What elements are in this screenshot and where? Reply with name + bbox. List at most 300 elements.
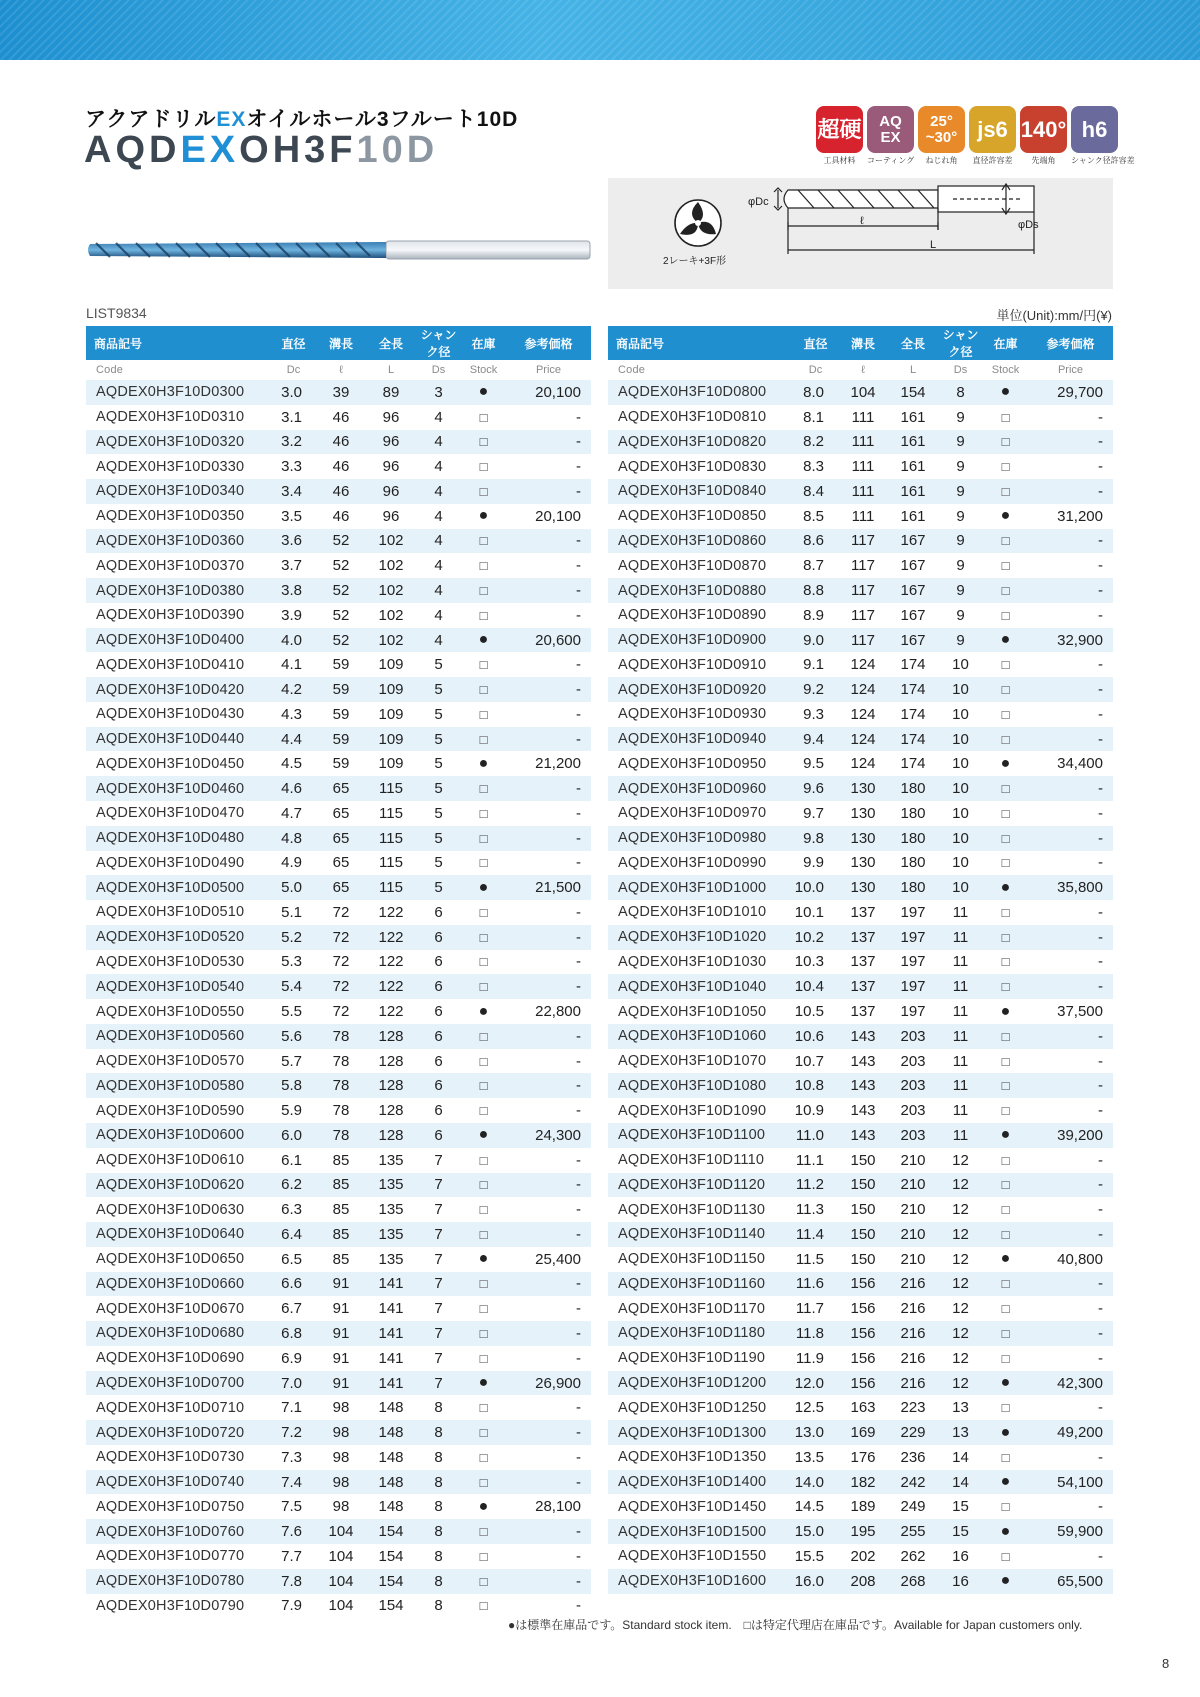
- cell-shank: 5: [416, 727, 461, 752]
- cell-price: 54,100: [1028, 1470, 1113, 1495]
- cell-stock: □: [461, 826, 506, 851]
- cell-stock: □: [461, 1098, 506, 1123]
- cell-dc: 11.8: [793, 1321, 838, 1346]
- cell-length: 210: [888, 1247, 938, 1272]
- cell-stock: □: [461, 851, 506, 876]
- table-row: [608, 1296, 1113, 1321]
- cell-dc: 6.8: [271, 1321, 316, 1346]
- table-row: [608, 1073, 1113, 1098]
- cell-price: -: [506, 727, 591, 752]
- cell-flute: 52: [316, 628, 366, 653]
- cell-flute: 85: [316, 1197, 366, 1222]
- cell-dc: 4.6: [271, 776, 316, 801]
- cell-stock: □: [461, 1073, 506, 1098]
- cell-length: 174: [888, 652, 938, 677]
- cell-flute: 143: [838, 1098, 888, 1123]
- cell-dc: 5.2: [271, 925, 316, 950]
- cell-stock: ●: [983, 751, 1028, 776]
- cell-flute: 46: [316, 430, 366, 455]
- cell-price: -: [506, 677, 591, 702]
- cell-flute: 156: [838, 1272, 888, 1297]
- cell-code: AQDEX0H3F10D1300: [608, 1420, 793, 1445]
- cell-stock: □: [461, 430, 506, 455]
- cell-dc: 11.6: [793, 1272, 838, 1297]
- cell-shank: 7: [416, 1148, 461, 1173]
- table-row: [86, 950, 591, 975]
- cell-flute: 150: [838, 1173, 888, 1198]
- cell-price: 20,100: [506, 380, 591, 405]
- cell-code: AQDEX0H3F10D0460: [86, 776, 271, 801]
- cell-length: 122: [366, 999, 416, 1024]
- cell-price: -: [506, 702, 591, 727]
- cell-shank: 10: [938, 851, 983, 876]
- cell-code: AQDEX0H3F10D0880: [608, 578, 793, 603]
- cell-length: 148: [366, 1470, 416, 1495]
- cell-dc: 5.8: [271, 1073, 316, 1098]
- cell-length: 128: [366, 1123, 416, 1148]
- cell-dc: 5.4: [271, 974, 316, 999]
- cell-price: -: [1028, 1024, 1113, 1049]
- cell-dc: 10.0: [793, 875, 838, 900]
- cell-code: AQDEX0H3F10D1020: [608, 925, 793, 950]
- cell-shank: 6: [416, 950, 461, 975]
- cell-price: -: [506, 1073, 591, 1098]
- cell-shank: 11: [938, 1024, 983, 1049]
- cell-length: 115: [366, 826, 416, 851]
- cell-code: AQDEX0H3F10D0680: [86, 1321, 271, 1346]
- cell-dc: 6.6: [271, 1272, 316, 1297]
- cell-dc: 13.5: [793, 1445, 838, 1470]
- col-shank-header: シャンク径: [416, 326, 461, 360]
- cell-dc: 15.0: [793, 1519, 838, 1544]
- table-row: [86, 751, 591, 776]
- cell-dc: 6.4: [271, 1222, 316, 1247]
- cell-stock: □: [983, 479, 1028, 504]
- table-row: [86, 1148, 591, 1173]
- cell-flute: 176: [838, 1445, 888, 1470]
- cell-shank: 6: [416, 1098, 461, 1123]
- table-row: [608, 578, 1113, 603]
- cell-length: 135: [366, 1197, 416, 1222]
- cell-stock: □: [461, 454, 506, 479]
- cell-shank: 12: [938, 1321, 983, 1346]
- cell-code: AQDEX0H3F10D0340: [86, 479, 271, 504]
- cell-shank: 6: [416, 1024, 461, 1049]
- cell-code: AQDEX0H3F10D1120: [608, 1173, 793, 1198]
- cell-flute: 143: [838, 1049, 888, 1074]
- cell-code: AQDEX0H3F10D0600: [86, 1123, 271, 1148]
- cell-stock: ●: [461, 1123, 506, 1148]
- cell-dc: 8.3: [793, 454, 838, 479]
- cell-flute: 143: [838, 1024, 888, 1049]
- cell-stock: ●: [983, 504, 1028, 529]
- cell-price: -: [1028, 652, 1113, 677]
- cell-stock: □: [461, 1445, 506, 1470]
- cell-stock: □: [461, 1470, 506, 1495]
- table-row: [86, 603, 591, 628]
- table-row: [608, 875, 1113, 900]
- cell-code: AQDEX0H3F10D0890: [608, 603, 793, 628]
- cell-length: 216: [888, 1321, 938, 1346]
- cell-stock: □: [983, 1024, 1028, 1049]
- cell-price: -: [506, 1445, 591, 1470]
- cell-shank: 6: [416, 900, 461, 925]
- cell-shank: 11: [938, 999, 983, 1024]
- sub-flute: ℓ: [316, 360, 366, 380]
- cell-dc: 3.9: [271, 603, 316, 628]
- cell-stock: □: [461, 1395, 506, 1420]
- cell-length: 154: [888, 380, 938, 405]
- cell-length: 109: [366, 751, 416, 776]
- cell-flute: 85: [316, 1247, 366, 1272]
- cell-code: AQDEX0H3F10D0300: [86, 380, 271, 405]
- cell-dc: 3.0: [271, 380, 316, 405]
- cell-length: 180: [888, 801, 938, 826]
- cell-code: AQDEX0H3F10D0630: [86, 1197, 271, 1222]
- cell-price: -: [1028, 1296, 1113, 1321]
- table-row: [608, 950, 1113, 975]
- table-row: [86, 1098, 591, 1123]
- unit-note: 単位(Unit):mm/円(¥): [996, 308, 1112, 323]
- cell-stock: □: [983, 1544, 1028, 1569]
- cell-dc: 9.7: [793, 801, 838, 826]
- cell-code: AQDEX0H3F10D0330: [86, 454, 271, 479]
- cell-stock: □: [461, 1049, 506, 1074]
- cell-length: 154: [366, 1569, 416, 1594]
- table-row: [608, 652, 1113, 677]
- cell-flute: 195: [838, 1519, 888, 1544]
- cell-length: 96: [366, 430, 416, 455]
- cell-price: -: [1028, 925, 1113, 950]
- cell-price: -: [1028, 1222, 1113, 1247]
- cell-length: 115: [366, 875, 416, 900]
- cell-shank: 14: [938, 1445, 983, 1470]
- table-row: [86, 1594, 591, 1619]
- cell-price: -: [1028, 529, 1113, 554]
- cell-length: 262: [888, 1544, 938, 1569]
- cell-flute: 65: [316, 875, 366, 900]
- cell-length: 154: [366, 1544, 416, 1569]
- cell-stock: □: [983, 851, 1028, 876]
- cell-dc: 4.5: [271, 751, 316, 776]
- cell-stock: □: [461, 1197, 506, 1222]
- cell-stock: □: [983, 1098, 1028, 1123]
- cell-price: -: [506, 479, 591, 504]
- cell-dc: 8.2: [793, 430, 838, 455]
- cell-flute: 117: [838, 603, 888, 628]
- table-row: [608, 529, 1113, 554]
- table-row: [86, 652, 591, 677]
- cell-length: 197: [888, 950, 938, 975]
- cell-stock: □: [983, 578, 1028, 603]
- cell-price: -: [506, 652, 591, 677]
- cell-dc: 10.2: [793, 925, 838, 950]
- table-row: [86, 380, 591, 405]
- cell-flute: 91: [316, 1346, 366, 1371]
- table-row: [608, 776, 1113, 801]
- cell-stock: ●: [461, 1494, 506, 1519]
- table-row: [86, 727, 591, 752]
- cell-flute: 111: [838, 504, 888, 529]
- cell-price: -: [506, 1321, 591, 1346]
- cell-length: 167: [888, 553, 938, 578]
- cell-length: 128: [366, 1098, 416, 1123]
- cell-flute: 143: [838, 1123, 888, 1148]
- cell-length: 154: [366, 1594, 416, 1619]
- table-row: [86, 1024, 591, 1049]
- cell-length: 109: [366, 677, 416, 702]
- cell-length: 203: [888, 1073, 938, 1098]
- cell-shank: 7: [416, 1247, 461, 1272]
- sub-dc: Dc: [793, 360, 838, 380]
- cell-shank: 10: [938, 677, 983, 702]
- cell-length: 180: [888, 851, 938, 876]
- cell-flute: 46: [316, 504, 366, 529]
- cell-dc: 7.1: [271, 1395, 316, 1420]
- cell-flute: 104: [316, 1519, 366, 1544]
- cell-length: 161: [888, 430, 938, 455]
- cell-dc: 13.0: [793, 1420, 838, 1445]
- cell-shank: 15: [938, 1494, 983, 1519]
- cell-price: -: [506, 1470, 591, 1495]
- cell-stock: □: [983, 900, 1028, 925]
- product-title: [84, 129, 438, 172]
- cell-code: AQDEX0H3F10D0540: [86, 974, 271, 999]
- cell-stock: ●: [983, 1470, 1028, 1495]
- cell-price: -: [506, 430, 591, 455]
- cell-length: 203: [888, 1123, 938, 1148]
- cell-price: 20,600: [506, 628, 591, 653]
- table-row: [608, 479, 1113, 504]
- table-row: [608, 1173, 1113, 1198]
- cell-length: 148: [366, 1395, 416, 1420]
- cell-price: 32,900: [1028, 628, 1113, 653]
- cell-price: -: [1028, 1148, 1113, 1173]
- col-price-header: 参考価格: [506, 326, 591, 360]
- cell-shank: 16: [938, 1544, 983, 1569]
- cell-code: AQDEX0H3F10D0420: [86, 677, 271, 702]
- cell-flute: 72: [316, 950, 366, 975]
- cell-flute: 72: [316, 925, 366, 950]
- cell-flute: 78: [316, 1073, 366, 1098]
- cell-stock: □: [461, 603, 506, 628]
- cell-code: AQDEX0H3F10D0670: [86, 1296, 271, 1321]
- cell-length: 216: [888, 1371, 938, 1396]
- sub-shank: Ds: [416, 360, 461, 380]
- table-row: [608, 1148, 1113, 1173]
- table-row: [86, 454, 591, 479]
- cell-code: AQDEX0H3F10D0470: [86, 801, 271, 826]
- cell-code: AQDEX0H3F10D1160: [608, 1272, 793, 1297]
- cell-shank: 11: [938, 974, 983, 999]
- cell-length: 180: [888, 875, 938, 900]
- badge-caption: 直径許容差: [972, 156, 1013, 165]
- cell-shank: 5: [416, 652, 461, 677]
- cell-dc: 6.3: [271, 1197, 316, 1222]
- cell-flute: 52: [316, 529, 366, 554]
- cell-code: AQDEX0H3F10D0410: [86, 652, 271, 677]
- cell-code: AQDEX0H3F10D1130: [608, 1197, 793, 1222]
- cell-flute: 104: [316, 1569, 366, 1594]
- cell-length: 96: [366, 479, 416, 504]
- cell-flute: 59: [316, 751, 366, 776]
- cell-flute: 65: [316, 801, 366, 826]
- cell-code: AQDEX0H3F10D0860: [608, 529, 793, 554]
- cell-code: AQDEX0H3F10D1600: [608, 1569, 793, 1594]
- cell-flute: 117: [838, 578, 888, 603]
- table-row: [608, 702, 1113, 727]
- cell-length: 180: [888, 776, 938, 801]
- cell-stock: □: [983, 1395, 1028, 1420]
- table-row: [86, 1247, 591, 1272]
- cell-price: -: [506, 826, 591, 851]
- cross-section-icon: [675, 200, 721, 246]
- table-row: [608, 727, 1113, 752]
- table-row: [608, 1247, 1113, 1272]
- cell-price: -: [506, 1222, 591, 1247]
- table-row: [86, 677, 591, 702]
- cell-length: 167: [888, 578, 938, 603]
- cell-shank: 4: [416, 454, 461, 479]
- cell-code: AQDEX0H3F10D0730: [86, 1445, 271, 1470]
- cell-length: 216: [888, 1346, 938, 1371]
- cell-shank: 10: [938, 826, 983, 851]
- cell-stock: □: [983, 1197, 1028, 1222]
- cell-length: 210: [888, 1197, 938, 1222]
- table-row: [86, 578, 591, 603]
- cell-length: 242: [888, 1470, 938, 1495]
- cell-shank: 10: [938, 702, 983, 727]
- cell-code: AQDEX0H3F10D0910: [608, 652, 793, 677]
- cell-length: 122: [366, 925, 416, 950]
- table-row: [86, 504, 591, 529]
- cell-price: -: [1028, 1445, 1113, 1470]
- cell-code: AQDEX0H3F10D0650: [86, 1247, 271, 1272]
- cell-length: 203: [888, 1098, 938, 1123]
- cell-shank: 16: [938, 1569, 983, 1594]
- cell-length: 210: [888, 1222, 938, 1247]
- cell-dc: 11.2: [793, 1173, 838, 1198]
- cell-flute: 150: [838, 1247, 888, 1272]
- table-subheader-row: [86, 360, 591, 380]
- cell-shank: 10: [938, 776, 983, 801]
- cell-price: -: [1028, 1197, 1113, 1222]
- cell-flute: 143: [838, 1073, 888, 1098]
- cell-shank: 4: [416, 628, 461, 653]
- cell-dc: 10.9: [793, 1098, 838, 1123]
- cell-shank: 9: [938, 603, 983, 628]
- cell-dc: 8.0: [793, 380, 838, 405]
- cell-code: AQDEX0H3F10D0570: [86, 1049, 271, 1074]
- cell-price: -: [506, 405, 591, 430]
- cell-shank: 4: [416, 504, 461, 529]
- cell-code: AQDEX0H3F10D1060: [608, 1024, 793, 1049]
- cell-code: AQDEX0H3F10D0940: [608, 727, 793, 752]
- cell-length: 141: [366, 1321, 416, 1346]
- cell-shank: 5: [416, 677, 461, 702]
- table-row: [86, 702, 591, 727]
- cell-flute: 91: [316, 1371, 366, 1396]
- subtitle-part: アクアドリル: [85, 108, 217, 131]
- col-shank-header: シャンク径: [938, 326, 983, 360]
- cell-flute: 182: [838, 1470, 888, 1495]
- cell-flute: 137: [838, 900, 888, 925]
- cell-stock: □: [983, 1049, 1028, 1074]
- cell-length: 174: [888, 727, 938, 752]
- cell-shank: 7: [416, 1222, 461, 1247]
- cell-length: 180: [888, 826, 938, 851]
- cell-stock: □: [983, 702, 1028, 727]
- spec-badge: [1020, 106, 1067, 166]
- cell-shank: 12: [938, 1371, 983, 1396]
- cell-dc: 7.6: [271, 1519, 316, 1544]
- cell-code: AQDEX0H3F10D0620: [86, 1173, 271, 1198]
- cell-shank: 8: [416, 1470, 461, 1495]
- cell-dc: 7.4: [271, 1470, 316, 1495]
- cell-flute: 124: [838, 652, 888, 677]
- cell-shank: 12: [938, 1272, 983, 1297]
- sub-code: Code: [86, 360, 271, 380]
- cell-stock: □: [461, 405, 506, 430]
- cell-flute: 124: [838, 677, 888, 702]
- cell-length: 141: [366, 1371, 416, 1396]
- cell-code: AQDEX0H3F10D0920: [608, 677, 793, 702]
- cell-code: AQDEX0H3F10D0400: [86, 628, 271, 653]
- cell-length: 210: [888, 1148, 938, 1173]
- cell-dc: 7.3: [271, 1445, 316, 1470]
- cell-code: AQDEX0H3F10D0700: [86, 1371, 271, 1396]
- cell-length: 115: [366, 851, 416, 876]
- spec-table-right: [608, 326, 1113, 1594]
- cell-flute: 150: [838, 1222, 888, 1247]
- cell-shank: 5: [416, 702, 461, 727]
- cell-dc: 8.7: [793, 553, 838, 578]
- cell-code: AQDEX0H3F10D0840: [608, 479, 793, 504]
- cell-length: 122: [366, 900, 416, 925]
- cell-stock: □: [461, 1296, 506, 1321]
- cell-stock: □: [983, 1073, 1028, 1098]
- cell-stock: □: [461, 974, 506, 999]
- cell-price: 40,800: [1028, 1247, 1113, 1272]
- cell-flute: 104: [316, 1544, 366, 1569]
- cell-dc: 7.0: [271, 1371, 316, 1396]
- cell-length: 148: [366, 1445, 416, 1470]
- table-row: [86, 628, 591, 653]
- table-row: [608, 1222, 1113, 1247]
- cell-length: 268: [888, 1569, 938, 1594]
- cell-dc: 11.7: [793, 1296, 838, 1321]
- sub-stock: Stock: [461, 360, 506, 380]
- cell-price: -: [1028, 603, 1113, 628]
- cell-length: 167: [888, 529, 938, 554]
- cell-flute: 72: [316, 974, 366, 999]
- cell-stock: □: [461, 677, 506, 702]
- table-row: [608, 999, 1113, 1024]
- cell-price: -: [506, 454, 591, 479]
- col-length-header: 全長: [366, 326, 416, 360]
- cell-stock: □: [983, 1346, 1028, 1371]
- cell-stock: □: [461, 1420, 506, 1445]
- table-row: [86, 1049, 591, 1074]
- cell-stock: ●: [983, 875, 1028, 900]
- table-row: [86, 1395, 591, 1420]
- cell-dc: 3.4: [271, 479, 316, 504]
- table-row: [86, 900, 591, 925]
- col-code-header: 商品記号: [86, 326, 271, 360]
- table-row: [608, 925, 1113, 950]
- cell-code: AQDEX0H3F10D0810: [608, 405, 793, 430]
- cell-length: 102: [366, 529, 416, 554]
